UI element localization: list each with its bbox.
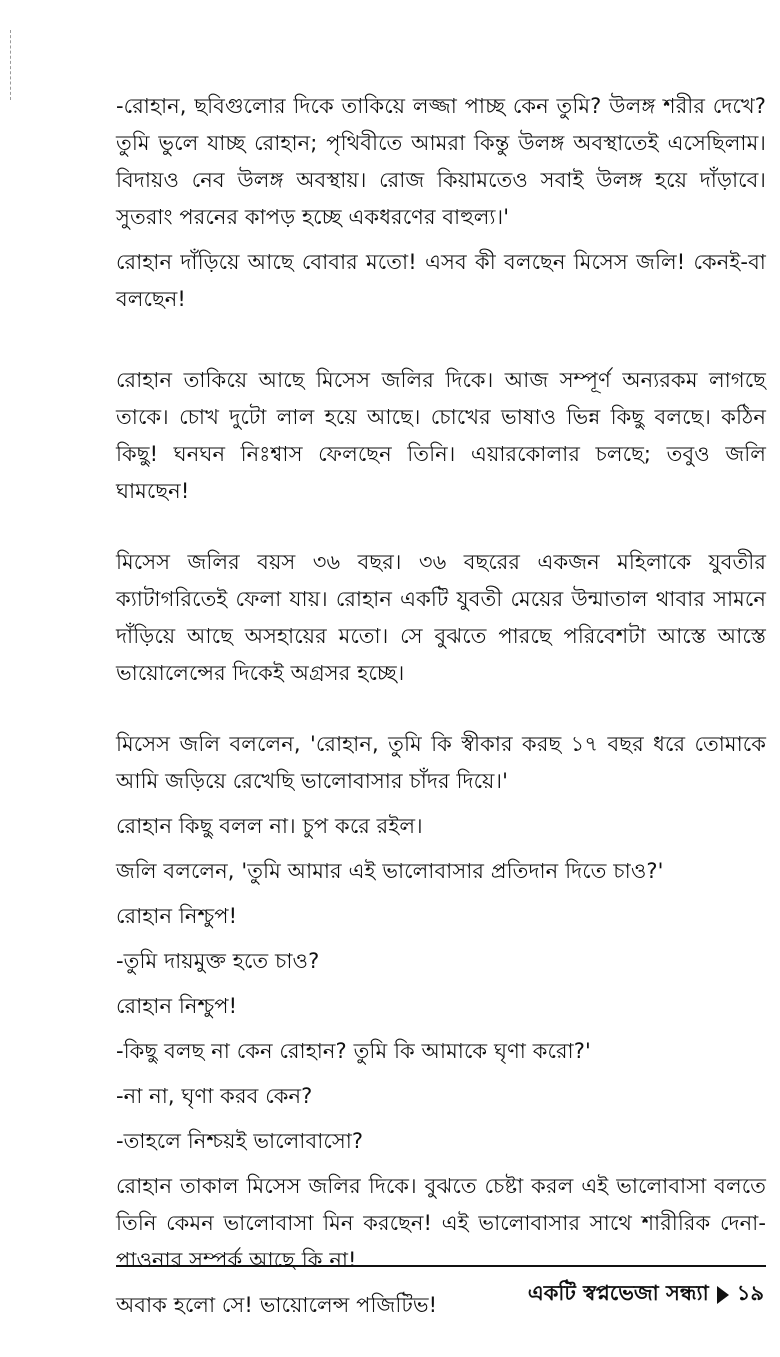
paragraph: রোহান কিছু বলল না। চুপ করে রইল।	[116, 814, 423, 838]
paragraph: -কিছু বলছ না কেন রোহান? তুমি কি আমাকে ঘৃণা করো?'	[116, 1039, 591, 1063]
paragraph: -তুমি দায়মুক্ত হতে চাও?	[116, 949, 320, 973]
paragraph: -তাহলে নিশ্চয়ই ভালোবাসো?	[116, 1129, 364, 1153]
footer-rule	[116, 1265, 766, 1267]
paragraph: রোহান তাকাল মিসেস জলির দিকে। বুঝতে চেষ্টা করল এই ভালোবাসা বলতে তিনি কেমন ভালোবাসা মিন করছেন! এই ভালোবাসার সাথে শারীরিক দেনা-পাওনার সম্পর্ক আছে কি না!	[116, 1174, 766, 1272]
arrow-icon	[717, 1286, 729, 1304]
page-number: ১৯	[736, 1281, 764, 1305]
paragraph: রোহান দাঁড়িয়ে আছে বোবার মতো! এসব কী বলছেন মিসেস জলি! কেনই-বা বলছেন!	[116, 250, 766, 311]
paragraph: রোহান নিশ্চুপ!	[116, 994, 238, 1018]
paragraph: জলি বললেন, 'তুমি আমার এই ভালোবাসার প্রতিদান দিতে চাও?'	[116, 859, 664, 883]
paragraph: মিসেস জলি বললেন, 'রোহান, তুমি কি স্বীকার করছ ১৭ বছর ধরে তোমাকে আমি জড়িয়ে রেখেছি ভালোবাসার চাঁদর দিয়ে।'	[116, 732, 766, 793]
page-body	[116, 88, 766, 1324]
paragraph: রোহান নিশ্চুপ!	[116, 904, 238, 928]
paragraph: রোহান তাকিয়ে আছে মিসেস জলির দিকে। আজ সম্পূর্ণ অন্যরকম লাগছে তাকে। চোখ দুটো লাল হয়ে আছে। চোখের ভাষাও ভিন্ন কিছু বলছে। কঠিন কিছু! ঘনঘন নিঃশ্বাস ফেলছেন তিনি। এয়ারকোলার চলছে; তবুও জলি ঘামছেন!	[116, 368, 766, 503]
paragraph: -রোহান, ছবিগুলোর দিকে তাকিয়ে লজ্জা পাচ্ছ কেন তুমি? উলঙ্গ শরীর দেখে? তুমি ভুলে যাচ্ছ রোহান; পৃথিবীতে আমরা কিন্তু উলঙ্গ অবস্থাতেই এসেছিলাম। বিদায়ও নেব উলঙ্গ অবস্থায়। রোজ কিয়ামতেও সবাই উলঙ্গ হয়ে দাঁড়াবে। সুতরাং পরনের কাপড় হচ্ছে একধরণের বাহুল্য।'	[116, 94, 766, 229]
page-footer	[528, 1277, 764, 1312]
paragraph: মিসেস জলির বয়স ৩৬ বছর। ৩৬ বছরের একজন মহিলাকে যুবতীর ক্যাটাগরিতেই ফেলা যায়। রোহান একটি যুবতী মেয়ের উন্মাতাল থাবার সামনে দাঁড়িয়ে আছে অসহায়ের মতো। সে বুঝতে পারছে পরিবেশটা আস্তে আস্তে ভায়োলেন্সের দিকেই অগ্রসর হচ্ছে।	[116, 550, 766, 685]
paragraph: অবাক হলো সে! ভায়োলেন্স পজিটিভ!	[116, 1293, 438, 1317]
margin-mark	[10, 30, 13, 100]
book-title: একটি স্বপ্নভেজা সন্ধ্যা	[527, 1281, 709, 1305]
paragraph: -না না, ঘৃণা করব কেন?	[116, 1084, 313, 1108]
